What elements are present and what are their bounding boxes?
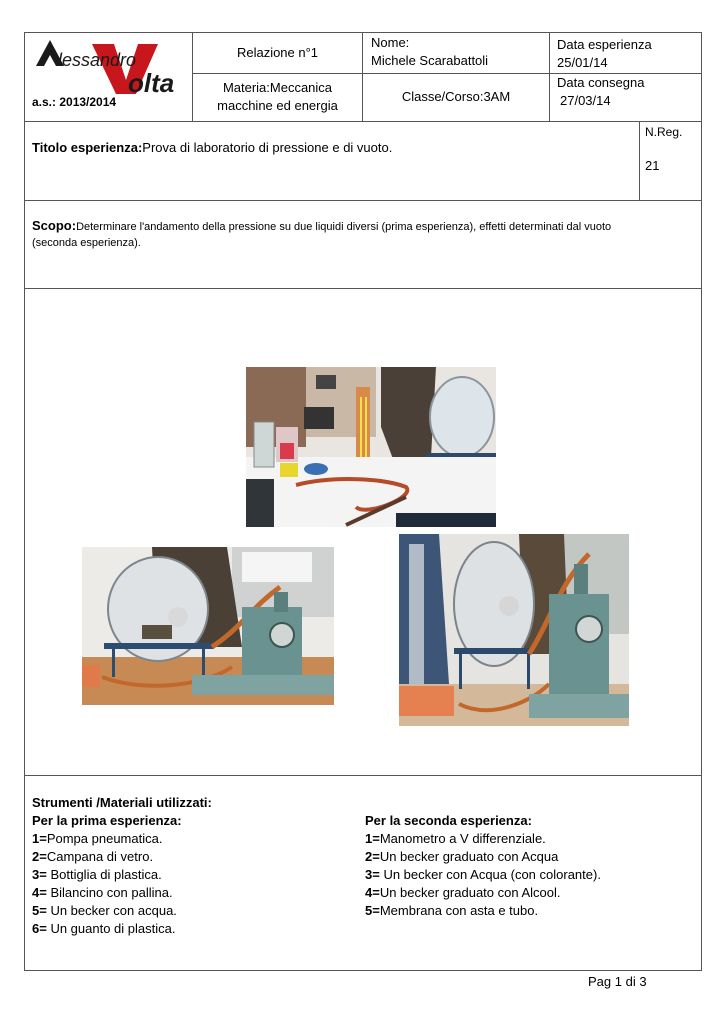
- logo-text-top: lessandro: [58, 50, 137, 70]
- page-number: Pag 1 di 3: [588, 974, 647, 989]
- second-list-heading: Per la seconda esperienza:: [365, 813, 532, 828]
- class-course: Classe/Corso:3AM: [401, 89, 511, 104]
- list-item: 5= Un becker con acqua.: [32, 903, 177, 918]
- list-item: 1=Manometro a V differenziale.: [365, 831, 546, 846]
- name-value: Michele Scarabattoli: [371, 53, 489, 68]
- list-item: 4=Un becker graduato con Alcool.: [365, 885, 561, 900]
- title-row: [24, 121, 702, 201]
- date-experiment-label: Data esperienza: [557, 37, 652, 52]
- date-experiment-value: 25/01/14: [557, 55, 608, 70]
- list-item: 2=Un becker graduato con Acqua: [365, 849, 559, 864]
- list-item: 1=Pompa pneumatica.: [32, 831, 163, 846]
- list-item: 3= Un becker con Acqua (con colorante).: [365, 867, 601, 882]
- title-value: Prova di laboratorio di pressione e di vuoto.: [142, 140, 393, 155]
- first-experiment-list: [32, 812, 182, 938]
- photo-lab-bench: [246, 367, 496, 527]
- second-experiment-list: [365, 812, 601, 920]
- list-item: 5=Membrana con asta e tubo.: [365, 903, 539, 918]
- nreg-label: N.Reg.: [645, 125, 683, 139]
- nreg-value: 21: [645, 158, 660, 173]
- list-item: 3= Bottiglia di plastica.: [32, 867, 162, 882]
- title-label: Titolo esperienza:: [32, 140, 143, 155]
- photo-vacuum-pump-1: [82, 547, 334, 705]
- materials-heading: Strumenti /Materiali utilizzati:: [32, 795, 212, 810]
- list-item: 2=Campana di vetro.: [32, 849, 154, 864]
- list-item: 4= Bilancino con pallina.: [32, 885, 173, 900]
- scope-text: [32, 218, 696, 251]
- date-due-value: 27/03/14: [560, 93, 611, 108]
- report-number: Relazione n°1: [236, 45, 319, 60]
- scope-line1: Determinare l'andamento della pressione su due liquidi diversi (prima esperienza), effetti determinati dal vuoto: [76, 221, 612, 233]
- scope-label: Scopo:: [32, 218, 77, 233]
- list-item: 6= Un guanto di plastica.: [32, 921, 176, 936]
- experiment-title: [32, 139, 392, 157]
- scope-line2: (seconda esperienza).: [32, 237, 141, 249]
- school-logo: [30, 36, 190, 96]
- date-due-label: Data consegna: [557, 75, 645, 90]
- school-year: a.s.: 2013/2014: [32, 95, 117, 109]
- subject-line1: Materia:Meccanica: [222, 80, 333, 95]
- first-list-heading: Per la prima esperienza:: [32, 813, 182, 828]
- logo-text-big: olta: [128, 68, 175, 96]
- subject-line2: macchine ed energia: [217, 98, 338, 113]
- name-label: Nome:: [371, 35, 410, 50]
- photo-vacuum-pump-2: [399, 534, 629, 726]
